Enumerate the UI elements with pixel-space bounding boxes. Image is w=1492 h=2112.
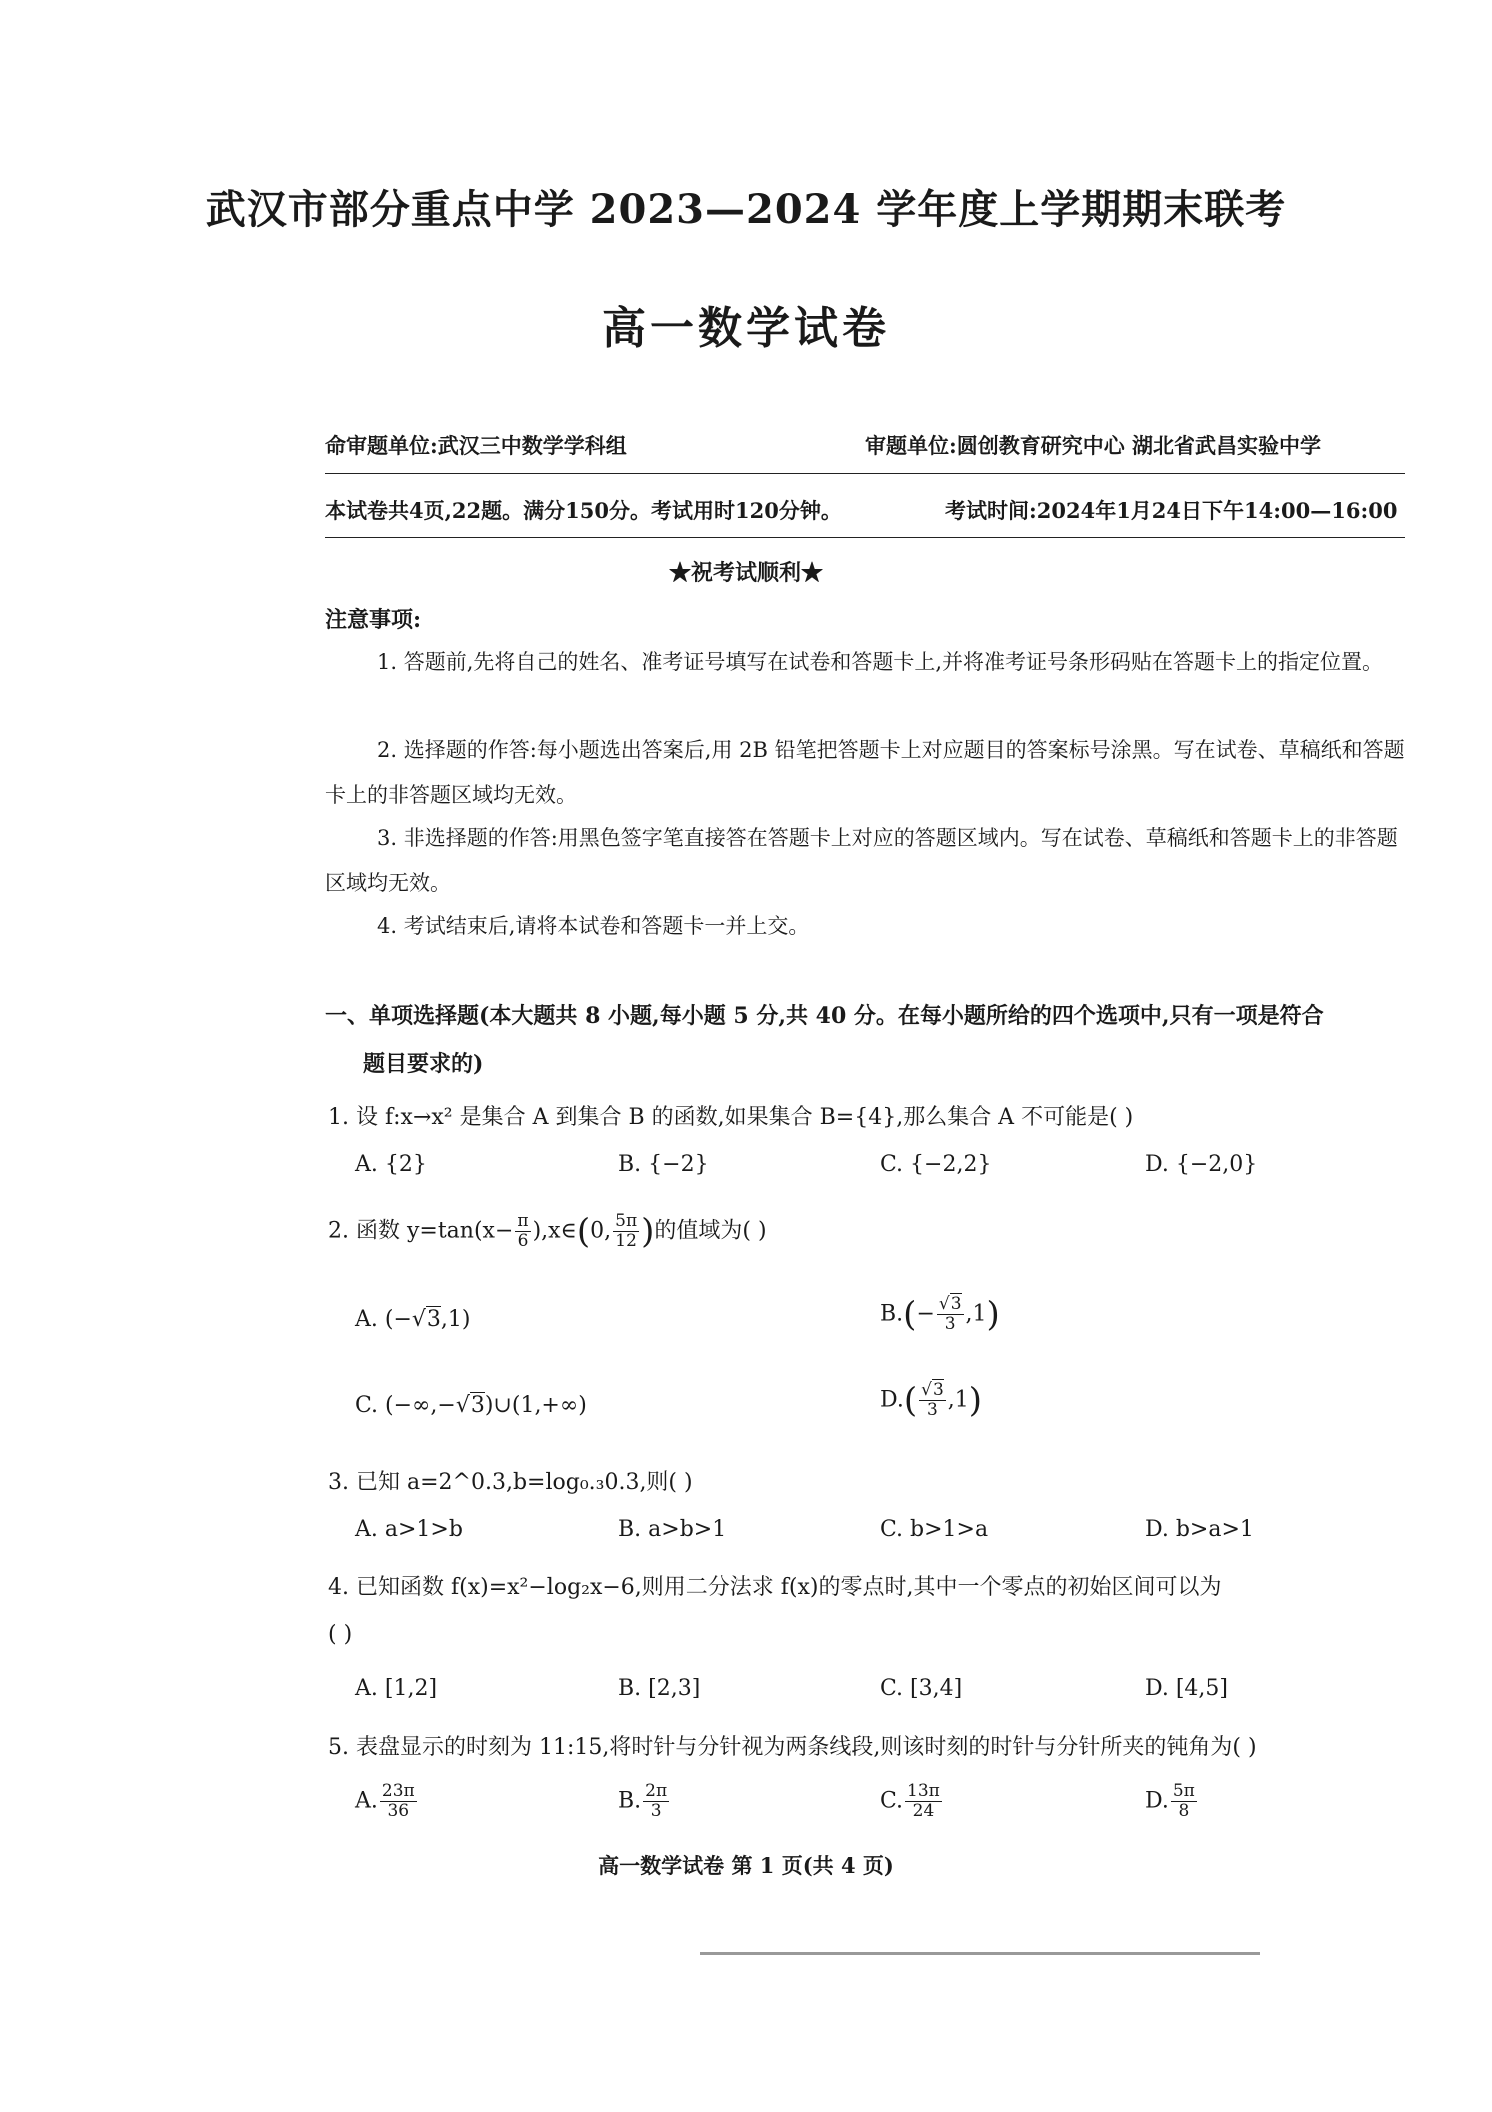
exam-subtitle: 高一数学试卷 (602, 303, 890, 354)
question-3-option-b: B. a>b>1 (618, 1517, 727, 1542)
question-3-option-c: C. b>1>a (880, 1517, 989, 1542)
question-4-option-c: C. [3,4] (880, 1676, 963, 1701)
question-5-option-d: D. $\frac{5\pi}{8}$ (1145, 1781, 1195, 1821)
question-4-option-a: A. [1,2] (355, 1676, 438, 1701)
exam-info: 本试卷共4页,22题。满分150分。考试用时120分钟。 (325, 498, 842, 523)
author-unit: 命审题单位:武汉三中数学学科组 (325, 433, 627, 458)
question-5-option-c: C. $\frac{13\pi}{24}$ (880, 1781, 940, 1821)
question-1-option-a: A. {2} (355, 1152, 427, 1177)
question-4-option-b: B. [2,3] (618, 1676, 701, 1701)
5pi-over-12: $\frac{5\pi}{12}$ (615, 1211, 638, 1251)
question-3-stem: 3. 已知 a=2^0.3,b=log₀.₃0.3,则( ) (328, 1470, 693, 1495)
sqrt-icon: √ (938, 1294, 950, 1314)
question-1-option-b: B. {−2} (618, 1152, 709, 1177)
page-footer: 高一数学试卷 第 1 页(共 4 页) (598, 1853, 894, 1878)
exam-title: 武汉市部分重点中学 2023—2024 学年度上学期期末联考 (205, 186, 1287, 233)
question-3-option-a: A. a>1>b (355, 1517, 463, 1542)
sqrt-icon: √ (921, 1380, 932, 1400)
review-unit: 审题单位:圆创教育研究中心 湖北省武昌实验中学 (865, 433, 1322, 458)
sqrt-icon: √ (411, 1307, 426, 1332)
notice-item-1: 1. 答题前,先将自己的姓名、准考证号填写在试卷和答题卡上,并将准考证号条形码贴在答题卡上的指定位置。 (377, 650, 1384, 674)
question-2-option-b: B.(− $\frac{√3}{3}$ ,1) (880, 1294, 1000, 1335)
question-2-option-a: A. (−√3,1) (355, 1307, 471, 1332)
pi-over-6: $\frac{\pi}{6}$ (517, 1211, 529, 1251)
scan-artifact-line (700, 1952, 1260, 1955)
section-1-heading (325, 992, 1415, 1088)
notice-item-4: 4. 考试结束后,请将本试卷和答题卡一并上交。 (377, 914, 810, 938)
question-4-stem: 4. 已知函数 f(x)=x²−log₂x−6,则用二分法求 f(x)的零点时,其中一个零点的初始区间可以为 (328, 1575, 1222, 1600)
info-divider (325, 537, 1405, 538)
notice-heading: 注意事项: (325, 607, 422, 633)
question-4-option-d: D. [4,5] (1145, 1676, 1228, 1701)
question-2-stem: 2. 函数 y=tan(x− $\frac{\pi}{6}$ ),x∈(0, $\frac{5\pi}{12}$ )的值域为( ) (328, 1211, 767, 1252)
header-divider (325, 473, 1405, 474)
sqrt-icon: √ (455, 1393, 470, 1418)
notice-item-2: 2. 选择题的作答:每小题选出答案后,用 2B 铅笔把答题卡上对应题目的答案标号涂黑。写在试卷、草稿纸和答题卡上的非答题区域均无效。 (325, 738, 1405, 807)
notice-item-3: 3. 非选择题的作答:用黑色签字笔直接答在答题卡上对应的答题区域内。写在试卷、草稿纸和答题卡上的非答题区域均无效。 (325, 826, 1398, 895)
section-1-line-1: 一、单项选择题(本大题共 8 小题,每小题 5 分,共 40 分。在每小题所给的四个选项中,只有一项是符合 (325, 1003, 1324, 1029)
exam-time: 考试时间:2024年1月24日下午14:00—16:00 (945, 498, 1398, 523)
question-5-option-a: A. $\frac{23\pi}{36}$ (355, 1781, 415, 1821)
question-2-option-c: C. (−∞,−√3)∪(1,+∞) (355, 1393, 587, 1418)
question-1-option-c: C. {−2,2} (880, 1152, 992, 1177)
question-3-option-d: D. b>a>1 (1145, 1517, 1254, 1542)
question-5-stem: 5. 表盘显示的时刻为 11:15,将时针与分针视为两条线段,则该时刻的时针与分针所夹的钝角为( ) (328, 1735, 1257, 1760)
question-2-option-d: D.( $\frac{√3}{3}$ ,1) (880, 1380, 983, 1421)
question-1-stem: 1. 设 f:x→x² 是集合 A 到集合 B 的函数,如果集合 B={4},那么集合 A 不可能是( ) (328, 1105, 1134, 1130)
good-luck-banner: ★祝考试顺利★ (668, 560, 823, 586)
question-1-option-d: D. {−2,0} (1145, 1152, 1258, 1177)
question-4-paren: ( ) (328, 1622, 353, 1647)
section-1-line-2: 题目要求的) (363, 1051, 484, 1077)
question-5-option-b: B. $\frac{2\pi}{3}$ (618, 1781, 668, 1821)
